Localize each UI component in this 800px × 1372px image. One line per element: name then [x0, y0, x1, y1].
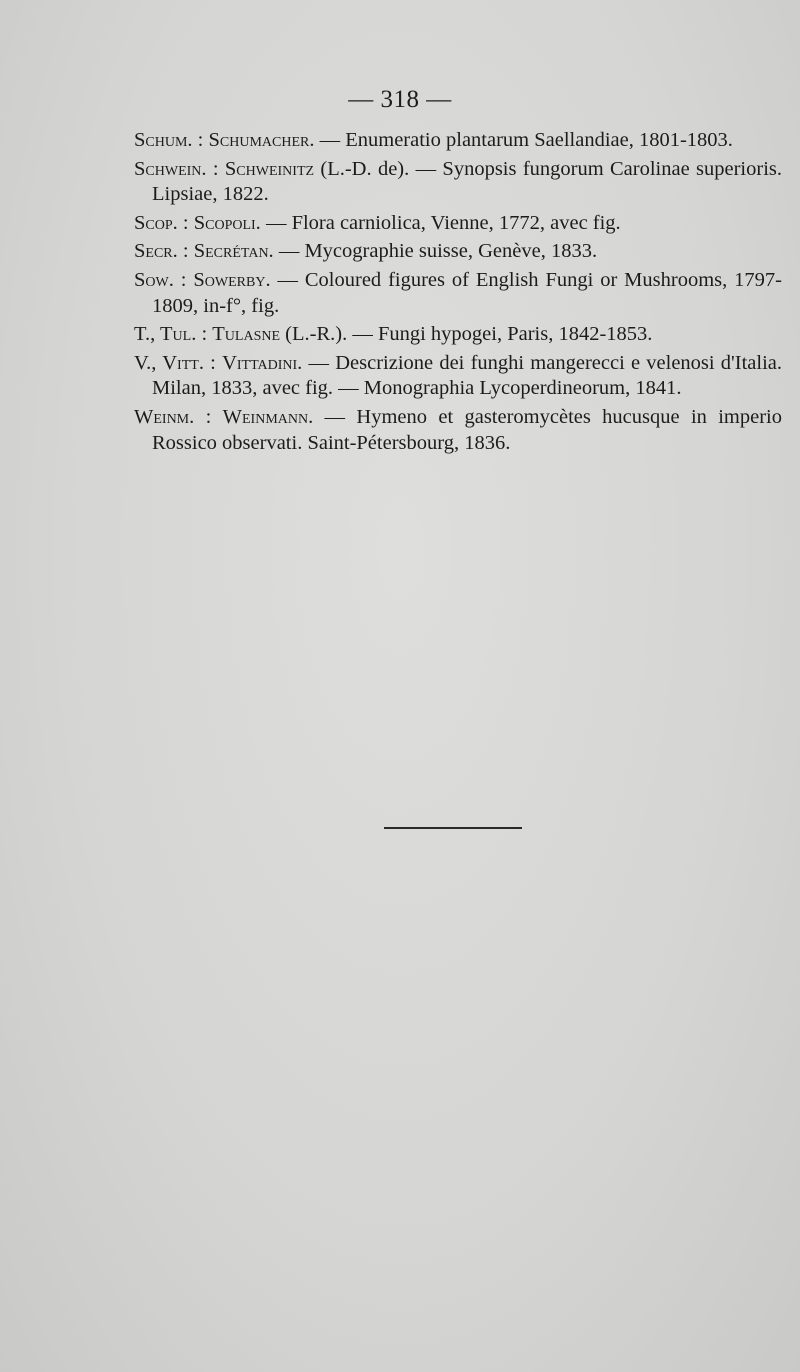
- list-item: T., Tul. : Tulasne (L.-R.). — Fungi hypogei, Paris, 1842-1853.: [134, 323, 653, 346]
- page-number: — 318 —: [348, 86, 452, 113]
- entry-text: — Enumeratio plantarum Saellandiae, 1801-1803.: [314, 129, 733, 151]
- entry-text: (L.-D. de). — Synopsis fungorum Carolinae superioris. Lipsiae, 1822.: [152, 157, 782, 206]
- list-item: Secr. : Secrétan. — Mycographie suisse, Genève, 1833.: [134, 240, 598, 263]
- entry-author: Tulasne: [212, 323, 281, 346]
- list-item: Schwein. : Schweinitz (L.-D. de). — Synopsis fungorum Carolinae superioris. Lipsiae, 1822.: [134, 157, 782, 206]
- list-item: Schum. : Schumacher. — Enumeratio plantarum Saellandiae, 1801-1803.: [134, 129, 733, 151]
- entry-abbreviation: Schwein.: [134, 157, 207, 180]
- abbreviations-list: [134, 128, 782, 459]
- list-item: V., Vitt. : Vittadini. — Descrizione dei funghi mangerecci e velenosi d'Italia. Milan, 1833, avec fig. — Monographia Lycoperdineorum, 1841.: [134, 351, 782, 400]
- entry-author: Schumacher.: [208, 129, 315, 151]
- entry-abbreviation: Schum.: [134, 129, 193, 151]
- entry-author: Sowerby.: [193, 268, 271, 291]
- list-item: Weinm. : Weinmann. — Hymeno et gasteromycètes hucusque in imperio Rossico observati. Saint-Pétersbourg, 1836.: [134, 405, 783, 454]
- entry-abbreviation: Sow.: [134, 268, 174, 291]
- entry-author: Vittadini.: [222, 351, 303, 374]
- entry-abbreviation: Scop.: [134, 211, 178, 234]
- entry-abbreviation: V., Vitt.: [134, 351, 204, 374]
- list-item: Scop. : Scopoli. — Flora carniolica, Vienne, 1772, avec fig.: [134, 211, 621, 234]
- entry-abbreviation: T., Tul.: [134, 323, 197, 346]
- entry-text: (L.-R.). — Fungi hypogei, Paris, 1842-1853.: [280, 323, 653, 346]
- entry-author: Secrétan.: [193, 240, 274, 263]
- entry-text: — Hymeno et gasteromycètes hucusque in imperio Rossico observati. Saint-Pétersbourg, 1836.: [152, 405, 783, 454]
- entry-text: — Flora carniolica, Vienne, 1772, avec fig.: [260, 211, 621, 234]
- list-item: Sow. : Sowerby. — Coloured figures of English Fungi or Mushrooms, 1797-1809, in-f°, fig.: [134, 268, 782, 317]
- entry-text: — Descrizione dei funghi mangerecci e velenosi d'Italia. Milan, 1833, avec fig. — Monographia Lycoperdineorum, 1841.: [152, 351, 782, 400]
- entry-author: Weinmann.: [222, 405, 314, 428]
- entry-text: — Coloured figures of English Fungi or Mushrooms, 1797-1809, in-f°, fig.: [152, 268, 782, 317]
- entry-abbreviation: Secr.: [134, 240, 178, 263]
- entry-author: Scopoli.: [193, 211, 261, 234]
- entry-abbreviation: Weinm.: [134, 405, 195, 428]
- entry-author: Schweinitz: [224, 157, 315, 180]
- end-rule-divider: [384, 827, 522, 829]
- entry-text: — Mycographie suisse, Genève, 1833.: [273, 240, 598, 263]
